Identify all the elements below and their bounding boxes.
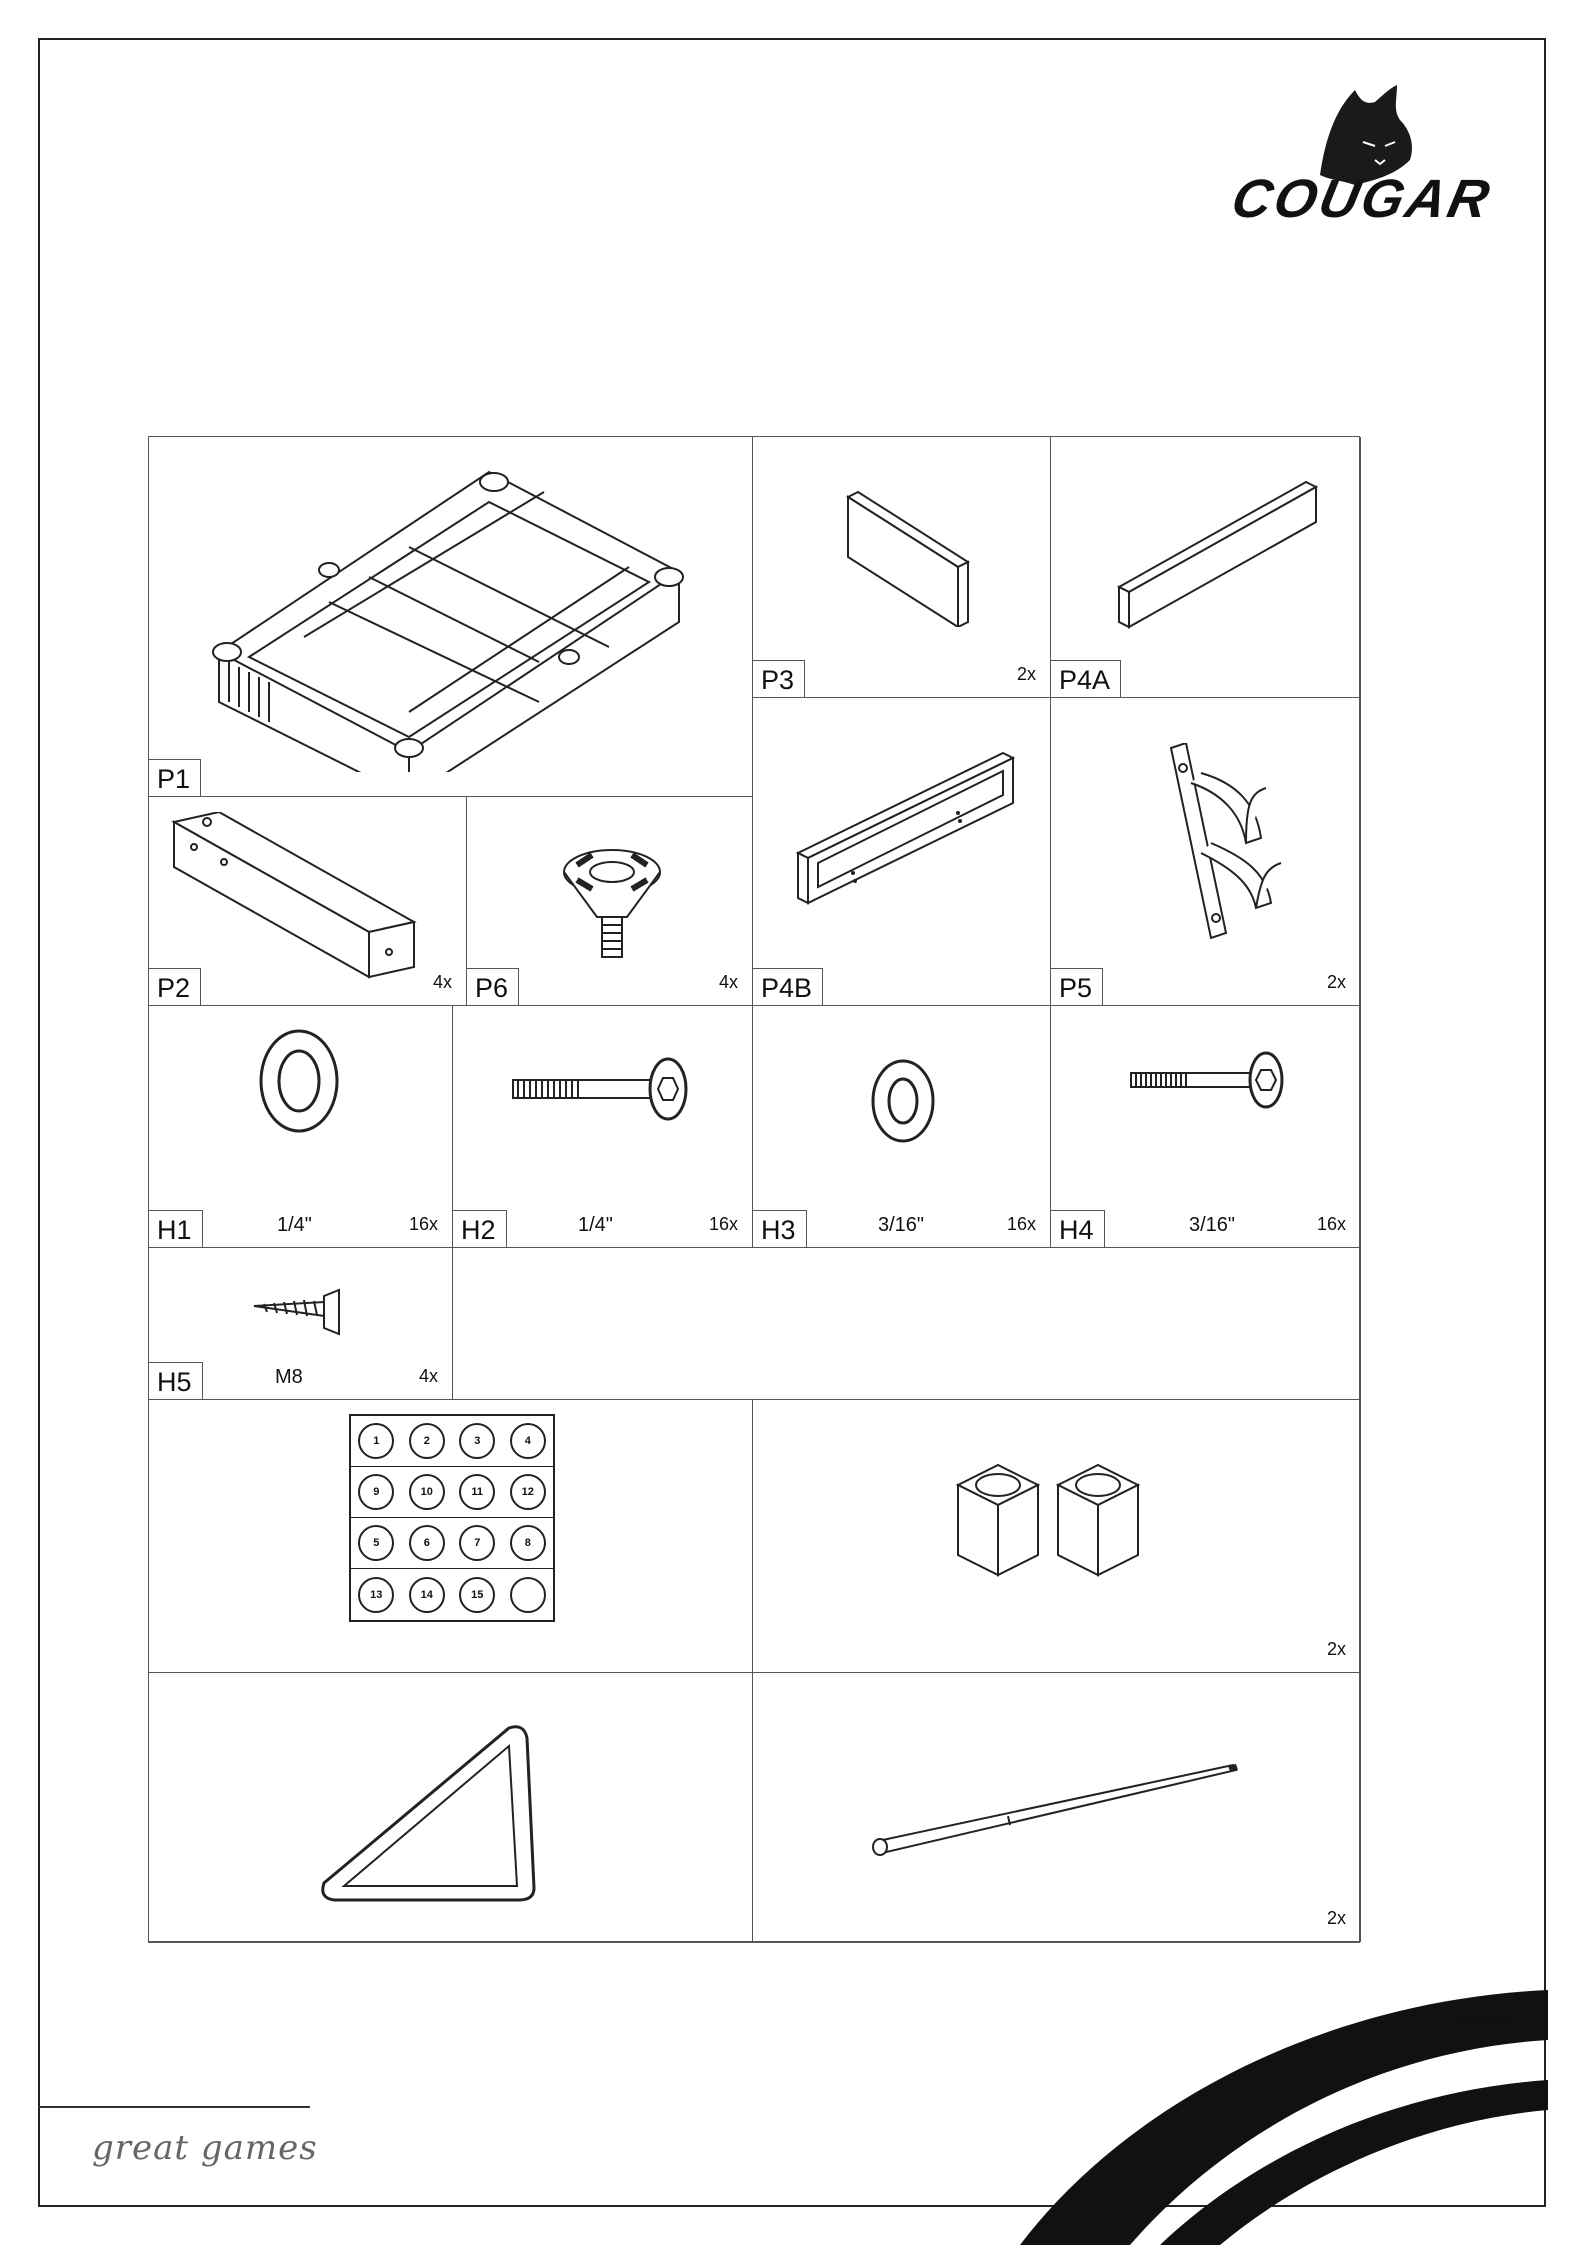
- ball: [402, 1518, 453, 1569]
- part-cell-p4a: [1051, 437, 1361, 698]
- ball: [402, 1467, 453, 1518]
- part-code: H3: [753, 1210, 807, 1247]
- part-cell-p2: [149, 797, 467, 1006]
- empty-cell: [453, 1248, 1361, 1400]
- part-quantity: 16x: [708, 1214, 738, 1234]
- ball-number: 13: [358, 1577, 394, 1613]
- part-cell-h5: [149, 1248, 453, 1400]
- screw-illustration: [249, 1288, 349, 1338]
- short-rail-illustration: [843, 487, 983, 627]
- brand-logo-text: COUGAR: [1226, 169, 1498, 229]
- footer-tagline: great games: [92, 2128, 318, 2168]
- cue-ball: [503, 1569, 554, 1620]
- ball-number: 6: [409, 1525, 445, 1561]
- rail-with-bracket-illustration: [793, 743, 1033, 923]
- ball-number: 7: [459, 1525, 495, 1561]
- part-cell-p6: [467, 797, 753, 1006]
- ball: [452, 1518, 503, 1569]
- part-code: P5: [1051, 968, 1103, 1005]
- part-quantity: 2x: [1326, 972, 1346, 992]
- ball-number: 4: [510, 1423, 546, 1459]
- part-cell-h2: [453, 1006, 753, 1248]
- part-cell-h4: [1051, 1006, 1361, 1248]
- cue-stick-illustration: [868, 1753, 1248, 1863]
- cue-holder-illustration: [1161, 743, 1291, 953]
- ball-number: 15: [459, 1577, 495, 1613]
- ball-number: 9: [358, 1474, 394, 1510]
- part-code: P4A: [1051, 660, 1121, 697]
- ball-number: 14: [409, 1577, 445, 1613]
- part-code: P1: [149, 759, 201, 796]
- ball: [452, 1416, 503, 1467]
- part-quantity: 16x: [408, 1214, 438, 1234]
- ball-number: 11: [459, 1474, 495, 1510]
- table-frame-illustration: [209, 452, 709, 772]
- part-size: M8: [275, 1366, 303, 1388]
- ball-set-box: [349, 1414, 555, 1622]
- ball-number: 2: [409, 1423, 445, 1459]
- ball: [402, 1416, 453, 1467]
- accessory-cell-chalk: [753, 1400, 1361, 1673]
- ball: [452, 1569, 503, 1620]
- part-cell-p4b: [753, 698, 1051, 1006]
- ball: [351, 1569, 402, 1620]
- ball-number: 12: [510, 1474, 546, 1510]
- accessory-cell-cue: [753, 1673, 1361, 1942]
- ball: [503, 1467, 554, 1518]
- part-cell-p1: [149, 437, 753, 797]
- part-quantity: 4x: [418, 1366, 438, 1386]
- ball: [503, 1416, 554, 1467]
- ball: [351, 1467, 402, 1518]
- ball: [351, 1518, 402, 1569]
- ball: [452, 1467, 503, 1518]
- ball-number: [510, 1577, 546, 1613]
- part-code: H4: [1051, 1210, 1105, 1247]
- large-washer-illustration: [254, 1026, 344, 1136]
- decorative-swoosh: [980, 1980, 1587, 2245]
- part-cell-p3: [753, 437, 1051, 698]
- adjustable-foot-illustration: [557, 847, 667, 962]
- large-bolt-illustration: [508, 1056, 698, 1126]
- part-code: P6: [467, 968, 519, 1005]
- ball: [351, 1416, 402, 1467]
- part-quantity: 2x: [1016, 664, 1036, 684]
- part-size: 3/16": [878, 1214, 925, 1236]
- part-quantity: 16x: [1316, 1214, 1346, 1234]
- footer-divider: [38, 2106, 310, 2108]
- part-cell-h3: [753, 1006, 1051, 1248]
- part-code: H2: [453, 1210, 507, 1247]
- part-quantity: 16x: [1006, 1214, 1036, 1234]
- leg-illustration: [169, 812, 429, 992]
- ball-number: 10: [409, 1474, 445, 1510]
- part-code: P3: [753, 660, 805, 697]
- small-washer-illustration: [868, 1056, 938, 1146]
- part-cell-p5: [1051, 698, 1361, 1006]
- parts-grid: [148, 436, 1360, 1943]
- part-size: 1/4": [578, 1214, 613, 1236]
- part-size: 1/4": [277, 1214, 312, 1236]
- long-rail-illustration: [1111, 462, 1331, 662]
- part-code: H5: [149, 1362, 203, 1399]
- triangle-rack-illustration: [319, 1718, 549, 1908]
- accessory-quantity: 2x: [1326, 1639, 1346, 1659]
- chalk-cubes-illustration: [953, 1455, 1153, 1585]
- ball-number: 5: [358, 1525, 394, 1561]
- accessory-quantity: 2x: [1326, 1908, 1346, 1928]
- part-code: H1: [149, 1210, 203, 1247]
- accessory-cell-balls: [149, 1400, 753, 1673]
- ball-number: 8: [510, 1525, 546, 1561]
- ball: [402, 1569, 453, 1620]
- ball-number: 3: [459, 1423, 495, 1459]
- small-bolt-illustration: [1126, 1051, 1296, 1111]
- part-quantity: 4x: [432, 972, 452, 992]
- accessory-cell-triangle: [149, 1673, 753, 1942]
- ball: [503, 1518, 554, 1569]
- part-cell-h1: [149, 1006, 453, 1248]
- ball-number: 1: [358, 1423, 394, 1459]
- part-code: P2: [149, 968, 201, 1005]
- part-code: P4B: [753, 968, 823, 1005]
- part-quantity: 4x: [718, 972, 738, 992]
- part-size: 3/16": [1189, 1214, 1236, 1236]
